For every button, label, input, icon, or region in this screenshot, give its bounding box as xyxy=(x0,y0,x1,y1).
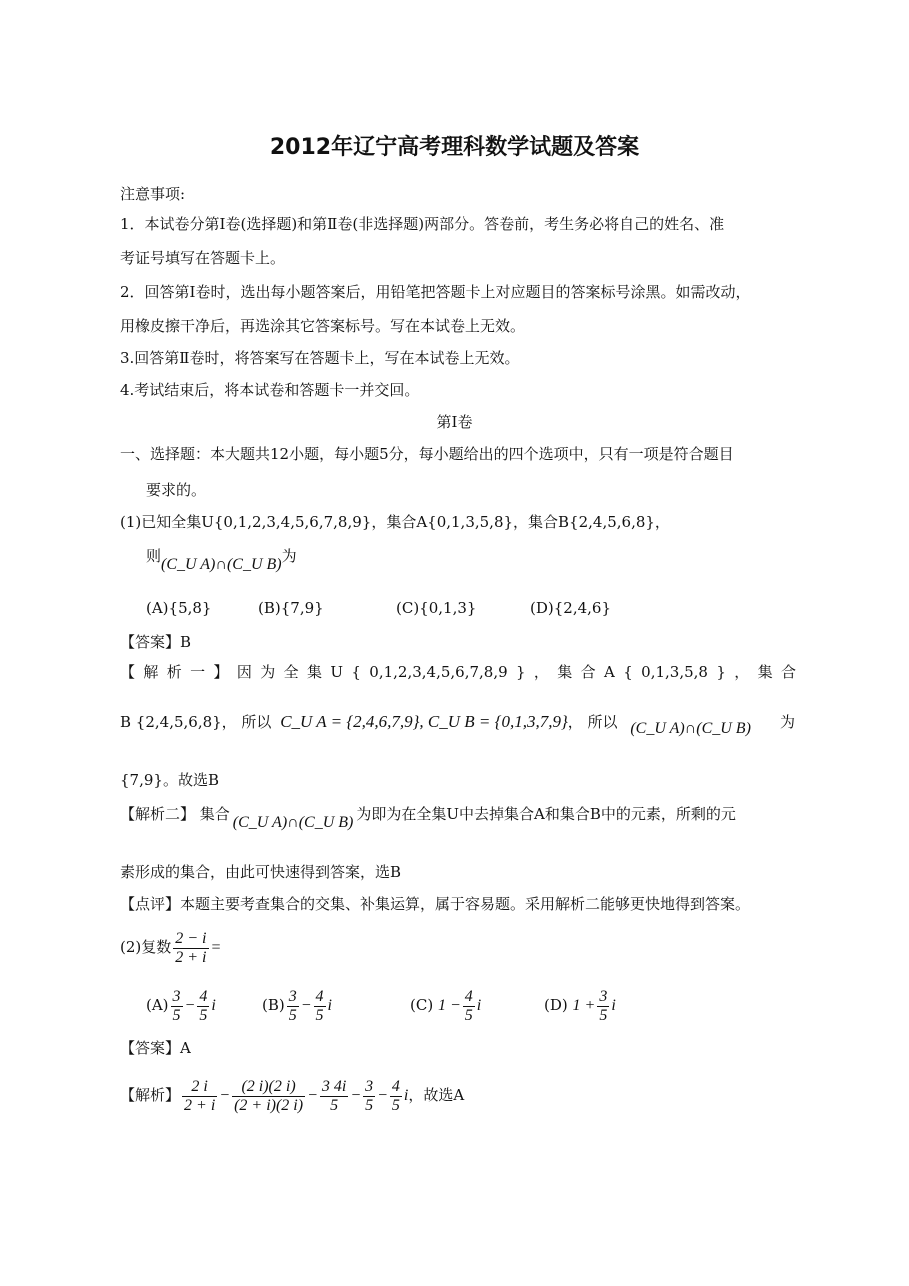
q2-option-b-minus: − xyxy=(300,997,312,1014)
q1-analysis1-token: 集 xyxy=(757,663,773,681)
q1-analysis1-expression: (C_U A)∩(C_U B) xyxy=(630,720,751,737)
q2-option-c-i: i xyxy=(476,997,482,1014)
q1-analysis1-token: 一 xyxy=(190,663,206,681)
q1-analysis2-suffix: 为即为在全集U中去掉集合A和集合B中的元素，所剩的元 xyxy=(356,805,736,823)
q1-analysis1-token: 】 xyxy=(213,663,229,681)
q2-analysis-frac-3-den: 5 xyxy=(330,1096,339,1114)
part1-instructions-line-2: 要求的。 xyxy=(146,481,207,499)
q2-analysis-frac-2-num: (2 i)(2 i) xyxy=(232,1078,305,1097)
q1-analysis1-token: { xyxy=(351,663,361,681)
q1-analysis1-token: 0,1,2,3,4,5,6,7,8,9 xyxy=(369,663,508,681)
q2-option-a-frac1 xyxy=(171,988,183,1025)
q2-analysis-frac-1-den: 2 + i xyxy=(184,1096,216,1114)
q1-analysis1-token: } xyxy=(716,663,726,681)
q1-analysis1-token: 合 xyxy=(780,663,796,681)
q1-analysis1-token: ， xyxy=(734,663,750,681)
notice-line-4: 用橡皮擦干净后，再选涂其它答案标号。写在本试卷上无效。 xyxy=(120,317,526,335)
q1-option-b: (B){7,9} xyxy=(258,599,324,617)
q2-analysis-frac-4-num: 3 xyxy=(365,1077,374,1095)
q2-analysis-i: i xyxy=(403,1087,409,1104)
q2-analysis-frac-5-den: 5 xyxy=(391,1096,400,1114)
q2-option-c xyxy=(410,986,481,1025)
q1-analysis1-token: 【 xyxy=(120,663,136,681)
document-title: 2012年辽宁高考理科数学试题及答案 xyxy=(269,135,640,160)
q1-wei: 为 xyxy=(281,547,297,565)
q2-option-a-i: i xyxy=(211,997,216,1014)
q1-expression: (C_U A)∩(C_U B) xyxy=(161,556,282,573)
q1-analysis1-token: ， xyxy=(533,663,549,681)
q2-option-a-den1: 5 xyxy=(172,1006,181,1024)
q2-analysis-frac-2 xyxy=(232,1078,305,1115)
notice-line-1: 1．本试卷分第Ⅰ卷(选择题)和第Ⅱ卷(非选择题)两部分。答卷前，考生务必将自己的姓名、准 xyxy=(120,215,725,233)
q1-analysis1-end: {7,9}。故选B xyxy=(120,771,219,789)
notice-line-5: 3.回答第Ⅱ卷时，将答案写在答题卡上，写在本试卷上无效。 xyxy=(120,349,520,367)
q1-analysis1-wei: 为 xyxy=(780,713,796,731)
q1-analysis2-expression: (C_U A)∩(C_U B) xyxy=(232,814,354,831)
q2-analysis-frac-1 xyxy=(182,1078,217,1115)
notice-line-6: 4.考试结束后，将本试卷和答题卡一并交回。 xyxy=(120,381,420,399)
q2-equals: = xyxy=(210,939,222,956)
q2-option-a-num1: 3 xyxy=(172,987,181,1005)
q1-analysis1-token: U xyxy=(330,663,344,681)
q2-stem-prefix: (2)复数 xyxy=(120,938,172,956)
q2-analysis-frac-4-den: 5 xyxy=(365,1096,374,1114)
q2-option-b-frac2 xyxy=(314,988,326,1025)
q1-option-d: (D){2,4,6} xyxy=(530,599,611,617)
q2-option-c-pre: 1 − xyxy=(437,997,461,1014)
part1-instructions-line-1: 一、选择题：本大题共12小题，每小题5分，每小题给出的四个选项中，只有一项是符合题目 xyxy=(120,445,734,463)
notice-line-2: 考证号填写在答题卡上。 xyxy=(120,249,286,267)
q2-analysis-frac-3-num: 3 4i xyxy=(321,1077,347,1095)
q2-stem xyxy=(120,928,221,967)
q2-option-a-label: (A) xyxy=(146,996,169,1014)
q1-analysis1-token: 为 xyxy=(260,663,276,681)
notice-line-3: 2．回答第Ⅰ卷时，选出每小题答案后，用铅笔把答题卡上对应题目的答案标号涂黑。如需改动， xyxy=(120,283,751,301)
q1-comment: 【点评】本题主要考查集合的交集、补集运算，属于容易题。采用解析二能够更快地得到答案。 xyxy=(120,895,751,913)
q2-option-d-i: i xyxy=(611,997,616,1014)
q1-analysis2-line-1 xyxy=(120,804,736,831)
q2-fraction xyxy=(173,930,208,967)
q2-option-d-den: 5 xyxy=(599,1006,608,1024)
q2-option-b-num2: 4 xyxy=(315,987,324,1005)
q1-then: 则 xyxy=(146,547,162,565)
q1-analysis1-token: 解 xyxy=(143,663,159,681)
q1-analysis1-b-prefix: B {2,4,5,6,8}， 所以 xyxy=(120,713,272,731)
q2-fraction-numerator: 2 − i xyxy=(175,929,207,947)
notice-header: 注意事项: xyxy=(120,185,186,203)
q2-option-a-den2: 5 xyxy=(199,1006,208,1024)
q1-analysis1-token: A xyxy=(604,663,615,681)
q2-option-b-den1: 5 xyxy=(288,1006,297,1024)
q2-analysis-frac-2-den: (2 + i)(2 i) xyxy=(234,1096,304,1114)
q1-analysis1-token: } xyxy=(516,663,526,681)
q2-option-a-num2: 4 xyxy=(199,987,208,1005)
q2-option-b xyxy=(262,986,332,1025)
q2-option-d-pre: 1 + xyxy=(572,997,596,1014)
q1-analysis1-token: 析 xyxy=(166,663,182,681)
q2-option-d xyxy=(544,986,616,1025)
q1-then-line xyxy=(146,546,297,573)
q2-analysis-frac-4 xyxy=(363,1078,375,1115)
q1-analysis1-token: 因 xyxy=(236,663,252,681)
q1-answer: 【答案】B xyxy=(120,633,192,651)
q1-analysis2-line-2: 素形成的集合，由此可快速得到答案，选B xyxy=(120,863,402,881)
q1-option-a: (A){5,8} xyxy=(146,599,212,617)
q1-analysis1-equation: C_U A = {2,4,6,7,9}, C_U B = {0,1,3,7,9} xyxy=(280,712,568,731)
q1-analysis1-token: { xyxy=(623,663,633,681)
q2-option-c-label: (C) xyxy=(410,996,434,1014)
q1-analysis2-prefix: 【解析二】 集合 xyxy=(120,805,230,823)
q2-fraction-denominator: 2 + i xyxy=(175,948,207,966)
q2-analysis-end: ，故选A xyxy=(408,1086,465,1104)
q2-option-b-label: (B) xyxy=(262,996,285,1014)
q2-analysis-label: 【解析】 xyxy=(120,1086,181,1104)
q2-option-b-i: i xyxy=(327,997,332,1014)
q2-analysis-frac-1-num: 2 i xyxy=(182,1078,217,1097)
q2-option-c-den: 5 xyxy=(464,1006,473,1024)
q2-answer: 【答案】A xyxy=(120,1039,191,1057)
q2-option-d-frac xyxy=(597,988,609,1025)
q1-option-c: (C){0,1,3} xyxy=(396,599,477,617)
q2-option-a-minus: − xyxy=(184,997,196,1014)
q1-analysis1-line-2 xyxy=(120,712,751,737)
q1-analysis1-token: 集 xyxy=(557,663,573,681)
q2-option-a-frac2 xyxy=(197,988,209,1025)
q1-stem: (1)已知全集U{0,1,2,3,4,5,6,7,8,9}，集合A{0,1,3,5,8}，集合B{2,4,5,6,8}， xyxy=(120,513,670,531)
q1-analysis1-mid: ， 所以 xyxy=(567,713,618,731)
q2-analysis-frac-3 xyxy=(320,1078,348,1115)
q2-option-b-num1: 3 xyxy=(288,987,297,1005)
q2-option-a xyxy=(146,986,216,1025)
q2-analysis: 【解析】 $\frac{2 i}{2 + i}$ − $\frac{(2 i)(2 i)}{(2 + i)(2 i)}$ − $\frac{3 4i}{5}$ − $\frac{3}{5}$ − $\frac{4}{5}$ i，故选A xyxy=(120,1077,465,1114)
q1-analysis1-token: 集 xyxy=(307,663,323,681)
q2-option-b-frac1 xyxy=(287,988,299,1025)
q1-analysis1-token: 全 xyxy=(283,663,299,681)
q2-analysis-frac-5-num: 4 xyxy=(391,1077,400,1095)
q1-analysis1-token: 合 xyxy=(580,663,596,681)
q2-option-c-frac xyxy=(463,988,475,1025)
q1-analysis1-line-1 xyxy=(120,662,796,682)
q2-option-d-label: (D) xyxy=(544,996,568,1014)
q2-option-c-num: 4 xyxy=(464,987,473,1005)
section-title: 第Ⅰ卷 xyxy=(436,413,473,431)
q2-option-b-den2: 5 xyxy=(315,1006,324,1024)
q2-analysis-frac-5 xyxy=(390,1078,402,1115)
q1-analysis1-token: 0,1,3,5,8 xyxy=(641,663,708,681)
q2-option-d-num: 3 xyxy=(599,987,608,1005)
